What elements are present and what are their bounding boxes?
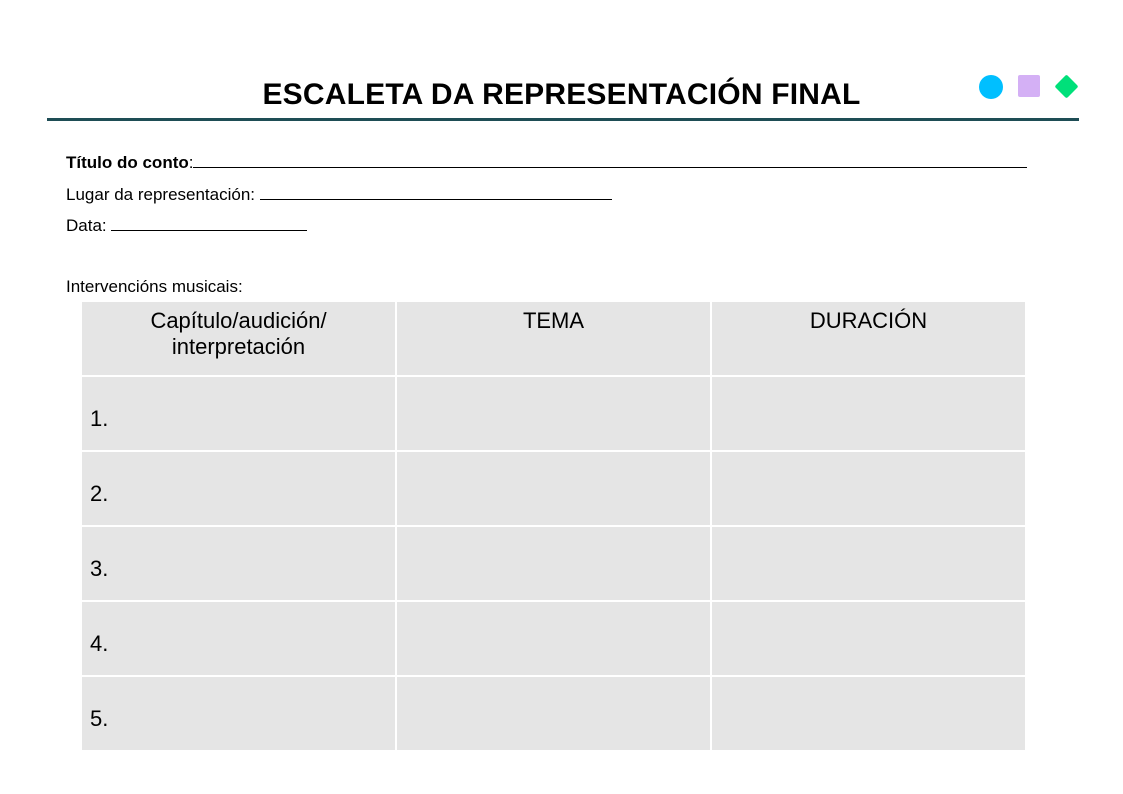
row-number[interactable]: 1. [81, 376, 396, 451]
table-row [81, 451, 1026, 526]
place-line[interactable] [260, 183, 612, 200]
theme-cell[interactable] [396, 376, 711, 451]
duration-cell[interactable] [711, 451, 1026, 526]
header-chapter-line-2: interpretación [171, 334, 306, 359]
theme-cell[interactable] [396, 601, 711, 676]
story-title-line[interactable] [193, 151, 1027, 168]
duration-cell[interactable] [711, 526, 1026, 601]
theme-cell[interactable] [396, 451, 711, 526]
duration-cell[interactable] [711, 601, 1026, 676]
story-title-separator: : [188, 153, 194, 172]
header-chapter-line-1: Capítulo/audición/ [150, 308, 327, 333]
place-label: Lugar da representación: [66, 185, 260, 204]
row-number[interactable]: 4. [81, 601, 396, 676]
duration-cell[interactable] [711, 376, 1026, 451]
header-chapter [81, 301, 396, 376]
header-theme-label: TEMA [522, 308, 585, 333]
page-title: ESCALETA DA REPRESENTACIÓN FINAL [262, 78, 861, 111]
table-row [81, 601, 1026, 676]
story-title-field [66, 151, 1027, 173]
date-line[interactable] [111, 214, 307, 231]
blue-circle-icon [979, 75, 1003, 99]
table-row [81, 376, 1026, 451]
header-theme [396, 301, 711, 376]
table-row [81, 526, 1026, 601]
row-number[interactable]: 5. [81, 676, 396, 751]
title-divider [47, 118, 1079, 121]
place-field [66, 183, 612, 205]
story-title-label: Título do conto [66, 153, 189, 172]
lilac-square-icon [1018, 75, 1040, 97]
duration-cell[interactable] [711, 676, 1026, 751]
table-header-row [81, 301, 1026, 376]
row-number[interactable]: 3. [81, 526, 396, 601]
theme-cell[interactable] [396, 526, 711, 601]
header-duration [711, 301, 1026, 376]
table-row [81, 676, 1026, 751]
header-duration-label: DURACIÓN [809, 308, 928, 333]
music-interventions-table [80, 300, 1027, 752]
row-number[interactable]: 2. [81, 451, 396, 526]
theme-cell[interactable] [396, 676, 711, 751]
music-interventions-label: Intervencións musicais: [66, 277, 243, 296]
date-label: Data: [66, 216, 112, 235]
date-field [66, 214, 307, 236]
